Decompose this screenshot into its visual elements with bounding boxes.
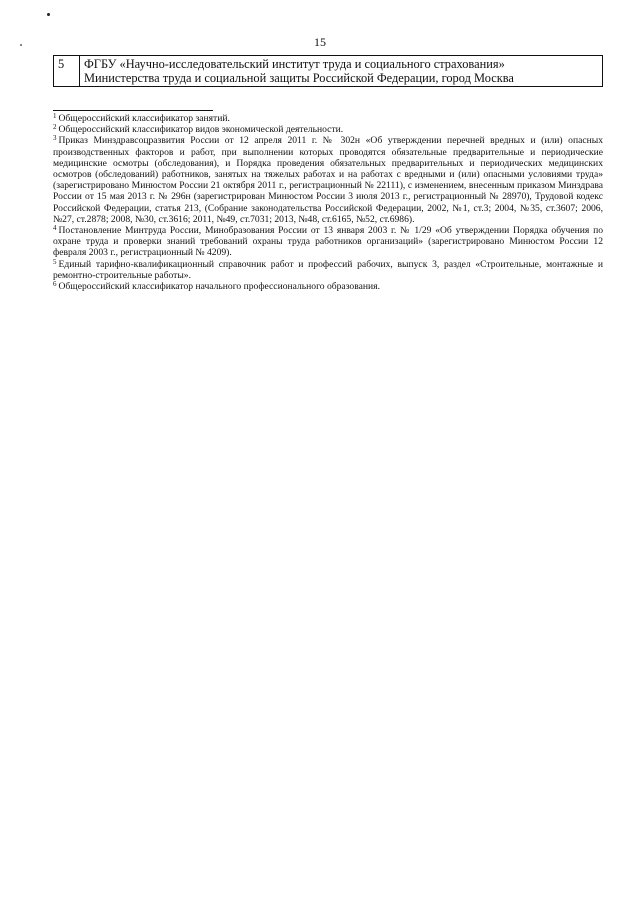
organization-name-line: Министерства труда и социальной защиты Российской Федерации, город Москва: [84, 71, 514, 85]
footnote-text: Общероссийский классификатор видов экономической деятельности.: [58, 124, 344, 136]
footnote-number: 2: [53, 123, 57, 132]
footnote: [53, 281, 603, 292]
organization-table: [53, 55, 603, 87]
footnote-text: Приказ Минздравсоцразвития России от 12 апреля 2011 г. № 302н «Об утверждении перечней вредных и (или) опасных производственных факторов и работ, при выполнении которых проводятся обязательные предварительные и периодические медицинские осмотры (обследования), и Порядка проведения обязательных предварительных и периодических медицинских осмотров (обследований) работников, занятых на тяжелых работах и на работах с вредными и (или) опасными условиями труда» (зарегистрировано Минюстом России 21 октября 2011 г., регистрационный № 22111), с изменением, внесенным приказом Минздрава России от 15 мая 2013 г. № 296н (зарегистрирован Минюстом России 3 июля 2013 г., регистрационный № 28970), Трудовой кодекс Российской Федерации, статья 213, (Собрание законодательства Российской Федерации, 2002, №1, ст.3; 2004, №35, ст.3607; 2006, №27, ст.2878; 2008, №30, ст.3616; 2011, №49, ст.7031; 2013, №48, ст.6165, №52, ст.6986).: [53, 135, 603, 225]
footnotes: [53, 113, 603, 292]
footnote-separator: [53, 110, 213, 111]
footnote: [53, 135, 603, 225]
footnote: [53, 259, 603, 281]
footnote-number: 6: [53, 280, 57, 289]
footnote-number: 1: [53, 112, 57, 120]
footnote-text: Единый тарифно-квалификационный справочник работ и профессий рабочих, выпуск 3, раздел «Строительные, монтажные и ремонтно-строительные работы».: [53, 258, 603, 281]
footnote-number: 4: [53, 224, 57, 233]
footnote-number: 3: [53, 134, 57, 143]
footnote-text: Общероссийский классификатор начального профессионального образования.: [58, 281, 380, 293]
footnote-text: Постановление Минтруда России, Минобразования России от 13 января 2003 г. № 1/29 «Об утверждении Порядка обучения по охране труда и проверки знаний требований охраны труда работников организаций» (зарегистрировано Минюстом России 12 февраля 2003 г., регистрационный № 4209).: [53, 225, 603, 259]
footnote-text: Общероссийский классификатор занятий.: [58, 113, 230, 124]
page-number: 15: [314, 35, 326, 49]
footnote: [53, 124, 603, 135]
scan-speck: [47, 13, 50, 16]
table-row: [54, 56, 603, 87]
footnote: [53, 225, 603, 259]
organization-name-line: ФГБУ «Научно-исследовательский институт труда и социального страхования»: [84, 57, 505, 71]
row-number: 5: [54, 56, 80, 87]
footnote: [53, 113, 603, 124]
footnote-number: 5: [53, 257, 57, 266]
organization-name-cell: [80, 56, 603, 87]
